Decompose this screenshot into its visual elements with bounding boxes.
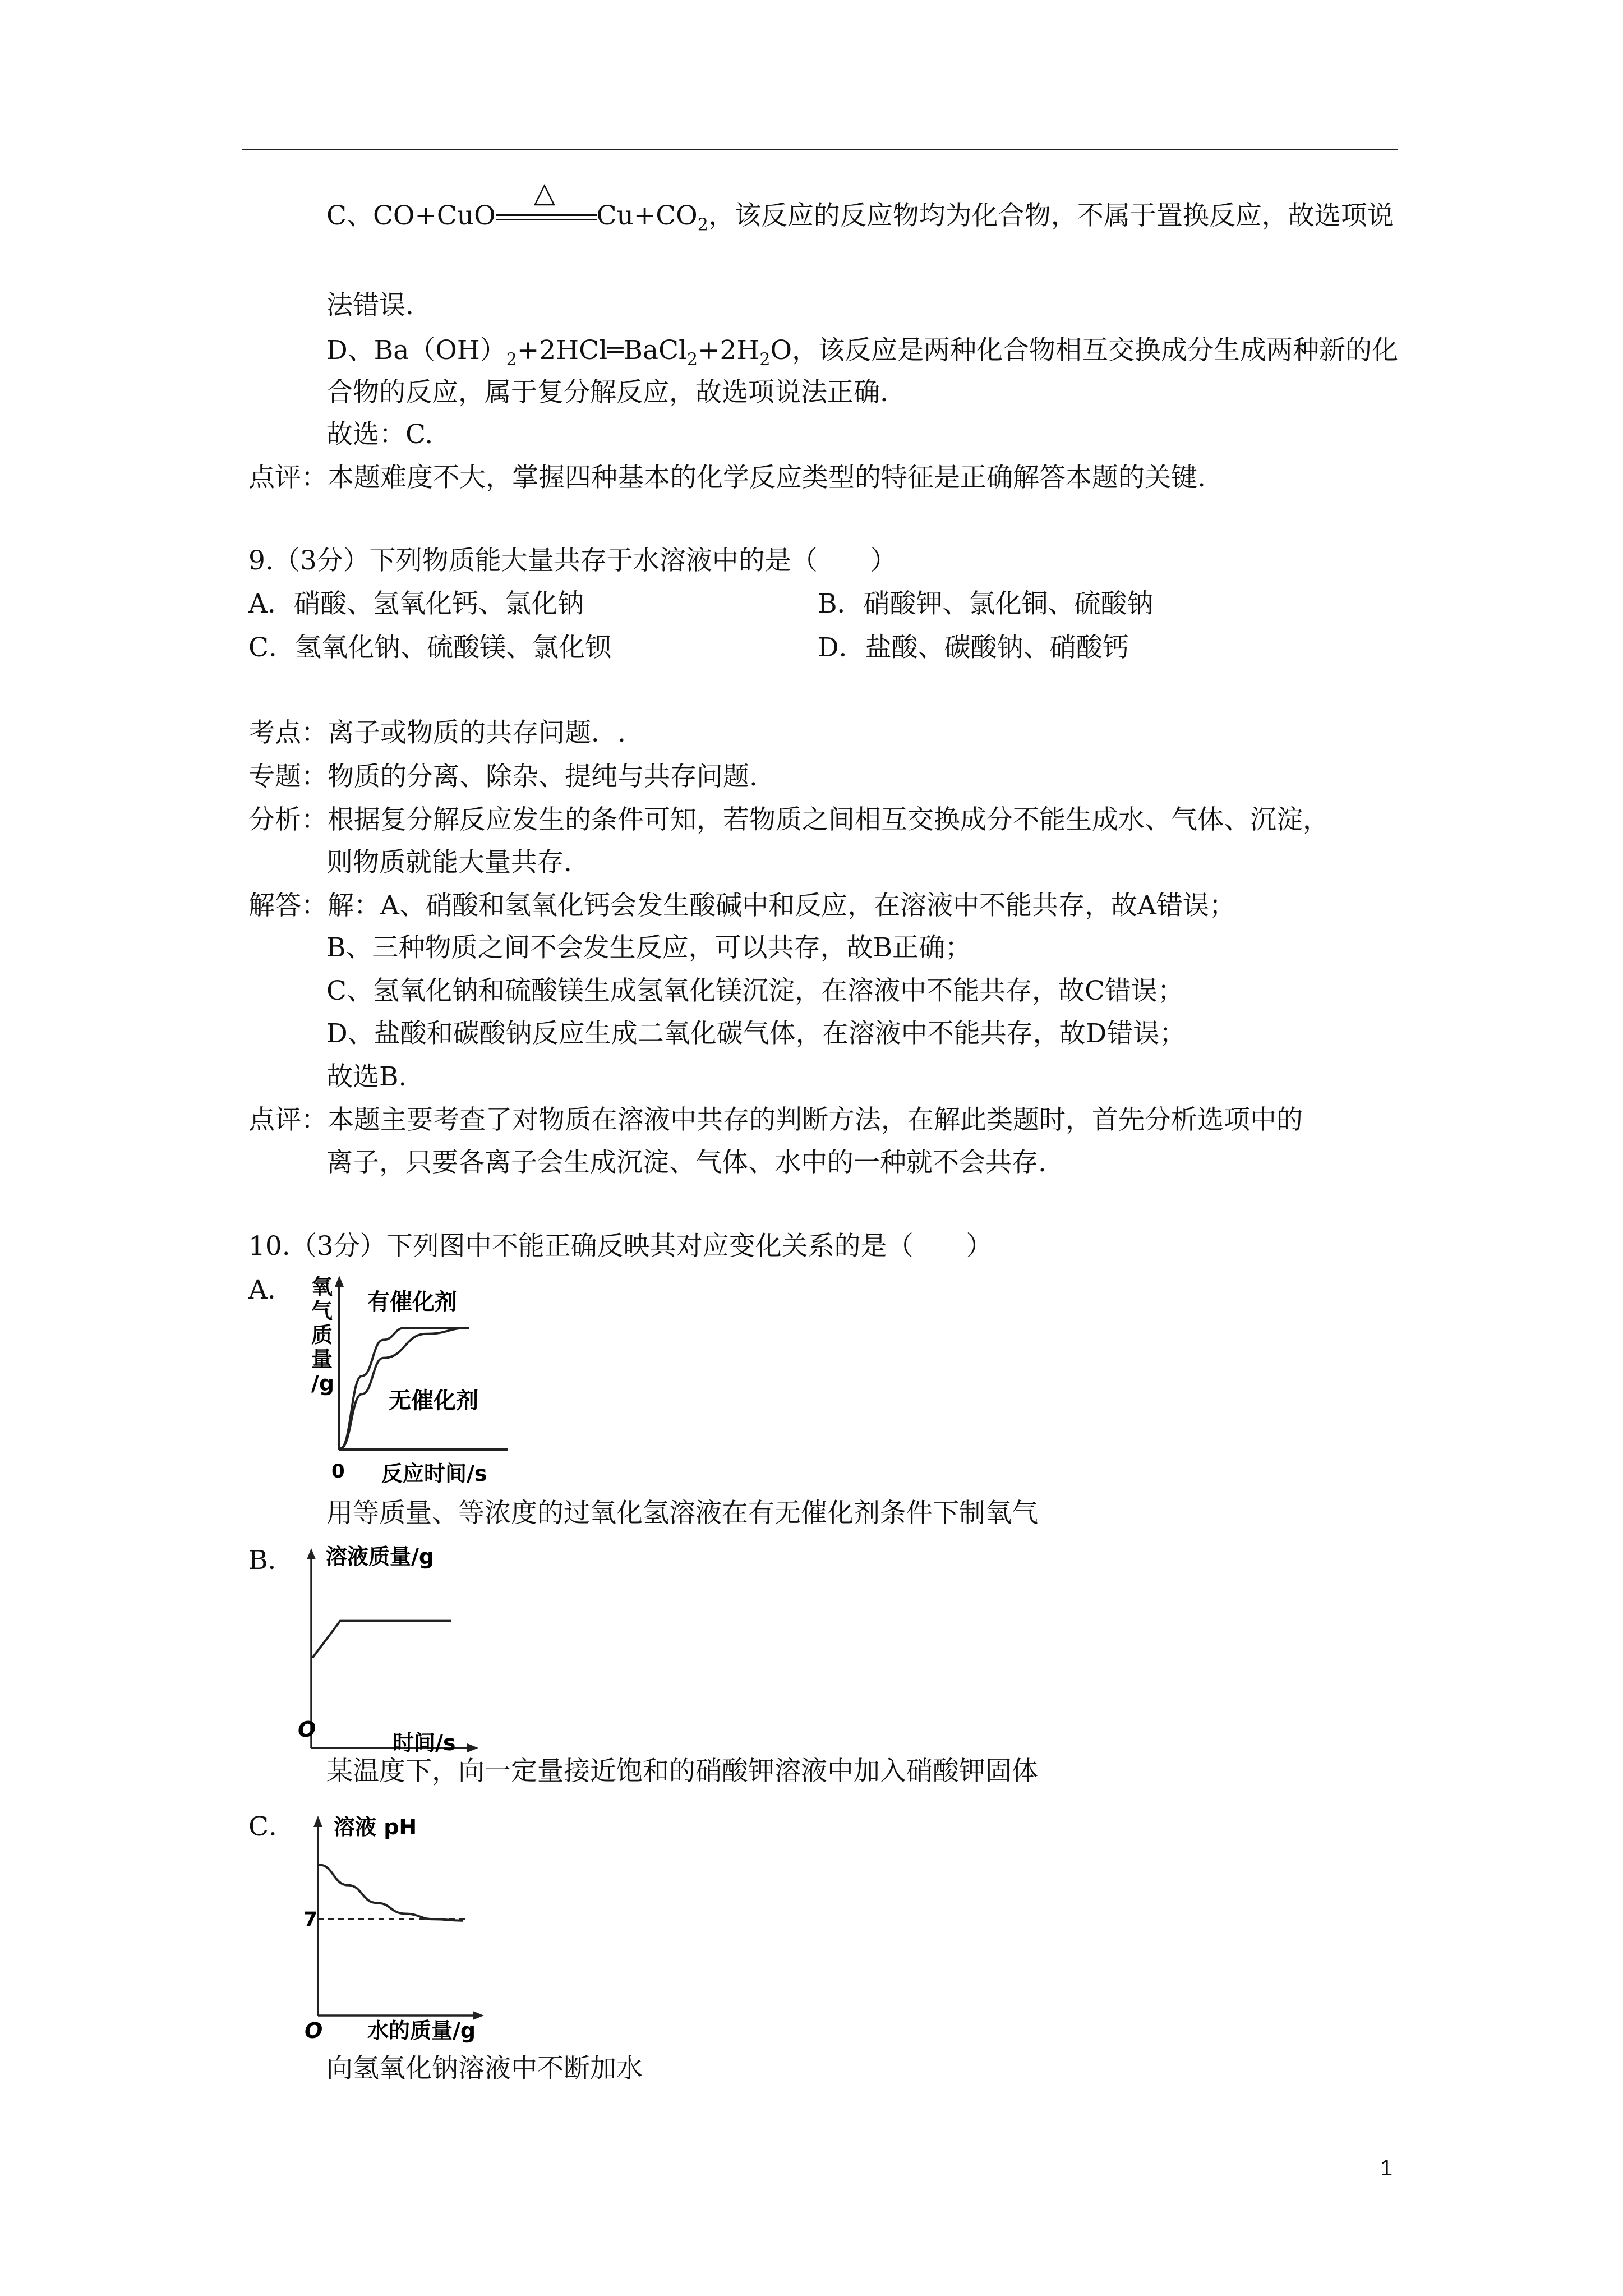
chart-c-ph7-label: 7	[303, 1908, 318, 1931]
chart-c-origin: O	[305, 2018, 323, 2043]
chart-c-svg	[294, 1809, 530, 2045]
chart-a	[294, 1269, 519, 1496]
chart-c-series	[319, 1865, 463, 1920]
chart-b-origin: O	[298, 1717, 316, 1742]
chart-c-y-arrow	[313, 1816, 322, 1827]
q10-b-caption: 某温度下，向一定量接近饱和的硝酸钾溶液中加入硝酸钾固体	[326, 1756, 1038, 1787]
heat-arrow	[496, 176, 597, 229]
eq-c-sub: 2	[697, 215, 708, 235]
chart-b-svg	[294, 1542, 541, 1755]
chart-a-xlabel: 反应时间/s	[381, 1461, 487, 1486]
q10-a-caption: 用等质量、等浓度的过氧化氢溶液在有无催化剂条件下制氧气	[326, 1498, 1038, 1529]
chart-b-series	[312, 1621, 451, 1658]
q9-option-a: A．硝酸、氢氧化钙、氯化钠	[248, 588, 584, 619]
q9-dianping-2: 离子，只要各离子会生成沉淀、气体、水中的一种就不会共存.	[326, 1147, 1046, 1178]
chart-a-ylabel-2: 质	[311, 1323, 333, 1347]
equation-line-c	[326, 176, 1394, 242]
q9-jieda-5: 故选B.	[326, 1061, 407, 1092]
heat-triangle-icon: △	[533, 176, 556, 209]
q10-c-label: C．	[248, 1811, 295, 1842]
header-rule	[242, 149, 1398, 150]
q9-option-b: B．硝酸钾、氯化铜、硫酸钠	[818, 588, 1154, 619]
chart-a-ylabel-4: /g	[311, 1371, 335, 1396]
q9-option-d: D．盐酸、碳酸钠、硝酸钙	[818, 632, 1129, 663]
q9-fenxi-2: 则物质就能大量共存.	[326, 847, 572, 878]
chart-b-x-arrow	[467, 1743, 478, 1752]
chart-a-ylabel-3: 量	[311, 1347, 333, 1372]
chart-b	[294, 1542, 541, 1757]
prev-comment: 点评：本题难度不大，掌握四种基本的化学反应类型的特征是正确解答本题的关键.	[248, 462, 1206, 493]
chart-c-xlabel: 水的质量/g	[367, 2018, 476, 2043]
chart-a-ylabel-1: 气	[311, 1299, 333, 1323]
q9-option-c: C．氢氧化钠、硫酸镁、氯化钡	[248, 632, 611, 663]
chart-b-y-arrow	[307, 1548, 316, 1559]
chart-a-label-fast: 有催化剂	[367, 1289, 457, 1315]
chart-a-ylabel-0: 氧	[311, 1274, 333, 1299]
q9-jieda-2: B、三种物质之间不会发生反应，可以共存，故B正确；	[326, 932, 972, 963]
q10-b-label: B．	[248, 1545, 294, 1576]
q9-jieda-4: D、盐酸和碳酸钠反应生成二氧化碳气体，在溶液中不能共存，故D错误；	[326, 1018, 1186, 1049]
prev-answer: 故选：C.	[326, 419, 434, 450]
chart-a-y-arrow	[335, 1276, 344, 1287]
q10-stem: 10.（3分）下列图中不能正确反映其对应变化关系的是（ ）	[248, 1231, 993, 1262]
q9-fenxi-1: 分析：根据复分解反应发生的条件可知，若物质之间相互交换成分不能生成水、气体、沉淀，	[248, 804, 1329, 835]
prev-c-line2: 法错误.	[326, 290, 414, 321]
chart-a-label-slow: 无催化剂	[389, 1388, 478, 1414]
eq-c-products: Cu+CO	[596, 200, 698, 231]
q9-stem: 9.（3分）下列物质能大量共存于水溶液中的是（ ）	[248, 545, 897, 576]
chart-b-xlabel: 时间/s	[393, 1731, 456, 1755]
q9-kaodian: 考点：离子或物质的共存问题．.	[248, 717, 626, 748]
q9-zhuanti: 专题：物质的分离、除杂、提纯与共存问题.	[248, 761, 758, 792]
chart-a-origin: 0	[331, 1460, 345, 1483]
chart-a-svg	[294, 1269, 519, 1493]
eq-c-text: ，该反应的反应物均为化合物，不属于置换反应，故选项说	[708, 200, 1394, 231]
q10-a-label: A．	[248, 1274, 294, 1305]
chart-c-ylabel: 溶液 pH	[334, 1815, 417, 1839]
prev-d-line1: D、$Ba(OH)_2+2HCl═BaCl_2+2H_2O$，该反应是两种化合物相互交换成分生成两种新的化	[326, 335, 1398, 370]
eq-c-reactants: C、CO+CuO	[326, 200, 496, 231]
q10-c-caption: 向氢氧化钠溶液中不断加水	[326, 2053, 643, 2084]
q9-jieda-1: 解答：解：A、硝酸和氢氧化钙会发生酸碱中和反应，在溶液中不能共存，故A错误；	[248, 890, 1235, 921]
chart-b-ylabel: 溶液质量/g	[326, 1544, 435, 1569]
chart-c	[294, 1809, 530, 2047]
q9-jieda-3: C、氢氧化钠和硫酸镁生成氢氧化镁沉淀，在溶液中不能共存，故C错误；	[326, 976, 1184, 1006]
page-number: 1	[1380, 2156, 1393, 2180]
q9-dianping-1: 点评：本题主要考查了对物质在溶液中共存的判断方法，在解此类题时，首先分析选项中的	[248, 1105, 1303, 1135]
prev-d-line2: 合物的反应，属于复分解反应，故选项说法正确.	[326, 377, 888, 408]
